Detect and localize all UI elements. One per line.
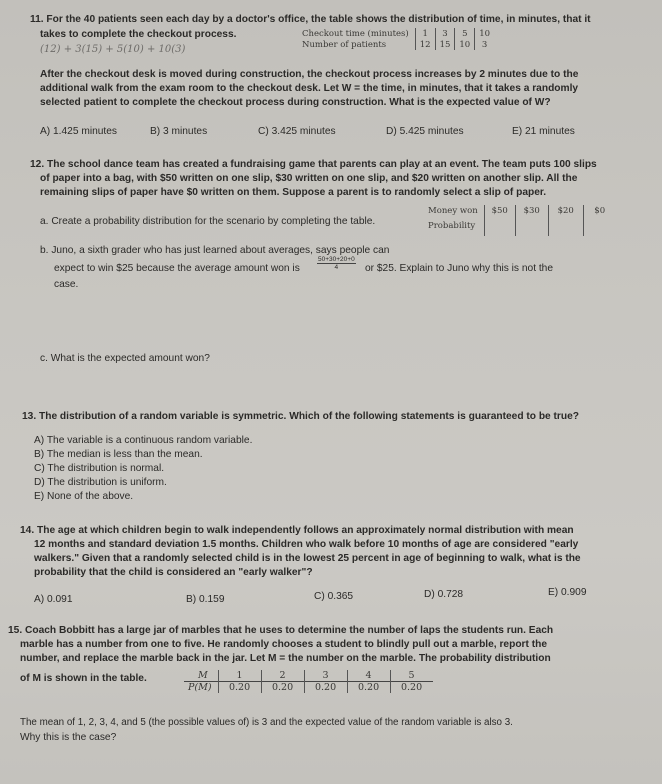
q15-footer-line1: The mean of 1, 2, 3, 4, and 5 (the possible values of) is 3 and the expected value of the random variable is also 3. xyxy=(20,717,513,728)
table-row-label: Checkout time (minutes) xyxy=(302,28,409,39)
table-cell: 0.20 xyxy=(218,682,261,694)
q11-choice-b[interactable]: B) 3 minutes xyxy=(150,126,208,137)
table-cell: 2 xyxy=(261,670,304,682)
table-row-label: Number of patients xyxy=(302,39,387,50)
table-cell: 12 xyxy=(415,39,435,50)
q12-part-b-line2a: expect to win $25 because the average amount won is xyxy=(54,263,300,274)
table-cell: 5 xyxy=(455,28,475,39)
q13-choice-d[interactable]: D) The distribution is uniform. xyxy=(34,477,167,488)
q12-part-a: a. Create a probability distribution for the scenario by completing the table. xyxy=(40,216,376,227)
q11-choice-d[interactable]: D) 5.425 minutes xyxy=(386,126,464,137)
q14-choice-a[interactable]: A) 0.091 xyxy=(34,594,73,605)
q11-choice-e[interactable]: E) 21 minutes xyxy=(512,126,575,137)
table-row-label: P(M) xyxy=(188,682,212,693)
table-cell: 4 xyxy=(347,670,390,682)
q11-prompt-line1: 11. For the 40 patients seen each day by a doctor's office, the table shows the distribution of time, in minutes, that it xyxy=(30,14,591,25)
table-cell: 5 xyxy=(390,670,433,682)
q12-part-c: c. What is the expected amount won? xyxy=(40,353,210,364)
table-row xyxy=(298,28,494,39)
q14-prompt-line2: 12 months and standard deviation 1.5 months. Children who walk before 10 months of age are considered "early xyxy=(34,539,579,550)
q14-choice-e[interactable]: E) 0.909 xyxy=(548,587,587,598)
average-fraction xyxy=(317,256,356,271)
q12-prompt-line1: 12. The school dance team has created a fundraising game that parents can play at an event. The team puts 100 slips xyxy=(30,159,597,170)
table-row-label: Probability xyxy=(428,221,476,231)
q11-prompt-line2: takes to complete the checkout process. xyxy=(40,29,237,40)
table-cell: 3 xyxy=(475,39,494,50)
q14-choice-b[interactable]: B) 0.159 xyxy=(186,594,225,605)
table-cell: 15 xyxy=(435,39,455,50)
q11-checkout-table xyxy=(298,28,494,50)
q15-prompt-line2: marble has a number from one to five. He randomly chooses a student to blindly pull out a marble, report the xyxy=(20,639,548,650)
q13-choice-c[interactable]: C) The distribution is normal. xyxy=(34,463,165,474)
table-row xyxy=(184,670,433,682)
table-cell: $30 xyxy=(515,205,548,216)
table-row xyxy=(184,682,433,694)
q12-part-b-line2b: or $25. Explain to Juno why this is not the xyxy=(365,263,554,274)
handwritten-work: (12) + 3(15) + 5(10) + 10(3) xyxy=(40,44,186,55)
q14-prompt-line4: probability that the child is considered an "early walker"? xyxy=(34,567,313,578)
q14-choice-d[interactable]: D) 0.728 xyxy=(424,589,464,600)
fraction-denominator: 4 xyxy=(334,264,339,271)
q13-choice-e[interactable]: E) None of the above. xyxy=(34,491,134,502)
fraction-numerator: 50+30+20+0 xyxy=(318,256,355,263)
q14-prompt-line1: 14. The age at which children begin to walk independently follows an approximately normal distribution with mean xyxy=(20,525,574,536)
answer-cell[interactable] xyxy=(548,216,583,236)
q11-para-line3: selected patient to complete the checkout process during construction. What is the expected value of W? xyxy=(40,97,551,108)
table-cell: 3 xyxy=(304,670,347,682)
q12-prompt-line3: remaining slips of paper have $0 written on them. Suppose a parent is to randomly select a slip of paper. xyxy=(40,187,547,198)
table-cell: 0.20 xyxy=(261,682,304,694)
q13-prompt: 13. The distribution of a random variable is symmetric. Which of the following statements is guaranteed to be true? xyxy=(22,411,580,422)
table-cell: 3 xyxy=(435,28,455,39)
answer-cell[interactable] xyxy=(583,216,616,236)
table-cell: $50 xyxy=(484,205,515,216)
q11-para-line2: additional walk from the exam room to the checkout desk. Let W = the time, in minutes, that it takes a randomly xyxy=(40,83,579,94)
q11-choice-a[interactable]: A) 1.425 minutes xyxy=(40,126,118,137)
table-cell: $0 xyxy=(583,205,616,216)
table-cell: 0.20 xyxy=(390,682,433,694)
q15-footer-line2: Why this is the case? xyxy=(20,732,117,743)
table-cell: $20 xyxy=(548,205,583,216)
q12-part-b-line3: case. xyxy=(54,279,79,290)
q13-choice-b[interactable]: B) The median is less than the mean. xyxy=(34,449,203,460)
table-cell: 0.20 xyxy=(347,682,390,694)
table-row-label: M xyxy=(198,670,208,681)
q14-choice-c[interactable]: C) 0.365 xyxy=(314,591,354,602)
table-cell: 1 xyxy=(218,670,261,682)
answer-cell[interactable] xyxy=(515,216,548,236)
table-cell: 0.20 xyxy=(304,682,347,694)
q12-part-b-line1: b. Juno, a sixth grader who has just learned about averages, says people can xyxy=(40,245,390,256)
q11-para-line1: After the checkout desk is moved during construction, the checkout process increases by 2 minutes due to the xyxy=(40,69,579,80)
answer-cell[interactable] xyxy=(484,216,515,236)
table-cell: 1 xyxy=(415,28,435,39)
table-row-label: Money won xyxy=(428,205,478,216)
table-cell: 10 xyxy=(455,39,475,50)
q15-prompt-line1: 15. Coach Bobbitt has a large jar of marbles that he uses to determine the number of laps the students run. Each xyxy=(8,625,554,636)
q12-prompt-line2: of paper into a bag, with $50 written on one slip, $30 written on one slip, and $20 written on another slip. All the xyxy=(40,173,578,184)
q11-choice-c[interactable]: C) 3.425 minutes xyxy=(258,126,336,137)
table-cell: 10 xyxy=(475,28,494,39)
table-row xyxy=(298,39,494,50)
table-row xyxy=(424,205,616,216)
q13-choice-a[interactable]: A) The variable is a continuous random variable. xyxy=(34,435,253,446)
table-row xyxy=(424,216,616,236)
q15-prompt-line4: of M is shown in the table. xyxy=(20,673,147,684)
q15-prompt-line3: number, and replace the marble back in the jar. Let M = the number on the marble. The probability distribution xyxy=(20,653,551,664)
q14-prompt-line3: walkers." Given that a randomly selected child is in the lowest 25 percent in age of beginning to walk, what is the xyxy=(34,553,581,564)
q15-distribution-table xyxy=(184,670,433,693)
q12-money-table xyxy=(424,205,616,236)
